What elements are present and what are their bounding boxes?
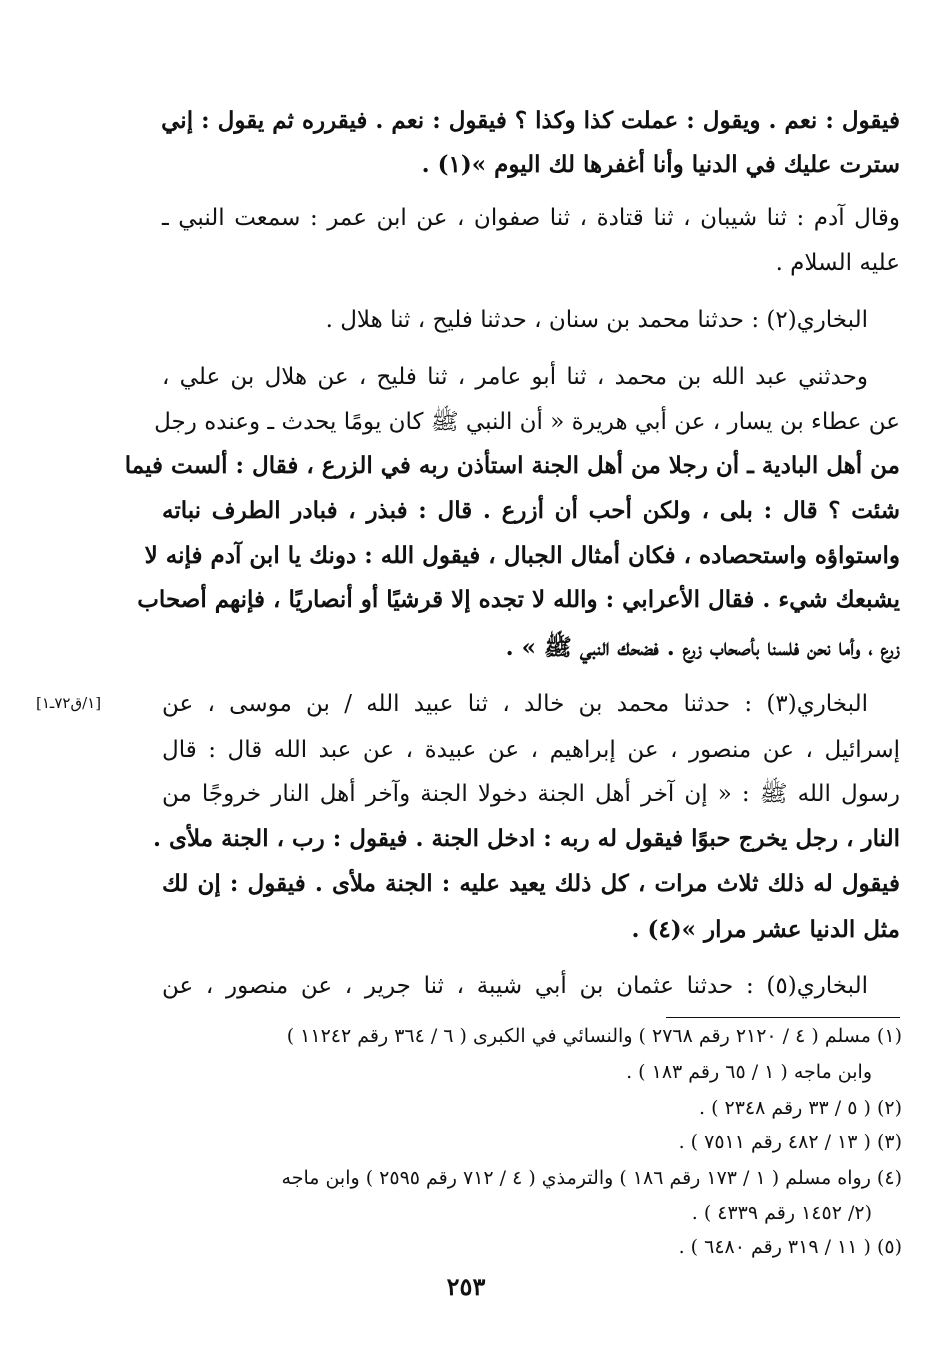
body-line-12: زرع ، وأما نحن فلسنا بأصحاب زرع . فضحك النبي ﷺ » . [505, 634, 900, 661]
body-line-18: مثل الدنيا عشر مرار »(٤) . [631, 916, 900, 943]
body-line-8: من أهل البادية ـ أن رجلا من أهل الجنة استأذن ربه في الزرع ، فقال : ألست فيما [124, 452, 900, 479]
body-line-2: سترت عليك في الدنيا وأنا أغفرها لك اليوم »(١) . [421, 151, 900, 178]
body-line-17: فيقول له ذلك ثلاث مرات ، كل ذلك يعيد عليه : الجنة ملأى . فيقول : إن لك [162, 870, 900, 897]
body-line-16: النار ، رجل يخرج حبوًا فيقول له ربه : ادخل الجنة . فيقول : رب ، الجنة ملأى . [153, 825, 900, 852]
body-line-5: البخاري(٢) : حدثنا محمد بن سنان ، حدثنا فليح ، ثنا هلال . [325, 307, 868, 333]
footnote-3: (٣) ( ١٣ / ٤٨٢ رقم ٧٥١١ ) . [678, 1131, 902, 1153]
footnote-1-continued: وابن ماجه ( ١ / ٦٥ رقم ١٨٣ ) . [626, 1061, 872, 1083]
body-line-1: فيقول : نعم . ويقول : عملت كذا وكذا ؟ فيقول : نعم . فيقرره ثم يقول : إني [161, 107, 900, 134]
body-line-9: شئت ؟ قال : بلى ، ولكن أحب أن أزرع . قال : فبذر ، فبادر الطرف نباته [162, 497, 900, 524]
manuscript-folio-ref: [١/ق٧٢ـ١] [36, 694, 102, 712]
page-number: ٢٥٣ [446, 1272, 486, 1301]
body-line-19: البخاري(٥) : حدثنا عثمان بن أبي شيبة ، ثنا جرير ، عن منصور ، عن [162, 973, 868, 999]
body-line-3: وقال آدم : ثنا شيبان ، ثنا قتادة ، ثنا صفوان ، عن ابن عمر : سمعت النبي ـ [162, 205, 900, 231]
body-line-6: وحدثني عبد الله بن محمد ، ثنا أبو عامر ، ثنا فليح ، عن هلال بن علي ، [162, 364, 868, 390]
body-line-15: رسول الله ﷺ : « إن آخر أهل الجنة دخولا الجنة وآخر أهل النار خروجًا من [162, 781, 900, 807]
body-line-13: البخاري(٣) : حدثنا محمد بن خالد ، ثنا عبيد الله / بن موسى ، عن [162, 691, 868, 717]
body-line-10: واستواؤه واستحصاده ، فكان أمثال الجبال ، فيقول الله : دونك يا ابن آدم فإنه لا [144, 542, 900, 569]
body-line-14: إسرائيل ، عن منصور ، عن إبراهيم ، عن عبيدة ، عن عبد الله قال : قال [162, 737, 900, 763]
footnote-separator [666, 1017, 900, 1018]
body-line-11: يشبعك شيء . فقال الأعرابي : والله لا تجده إلا قرشيًا أو أنصاريًا ، فإنهم أصحاب [137, 586, 900, 613]
body-line-7: عن عطاء بن يسار ، عن أبي هريرة « أن النبي ﷺ كان يومًا يحدث ـ وعنده رجل [154, 409, 900, 435]
footnote-2: (٢) ( ٥ / ٣٣ رقم ٢٣٤٨ ) . [698, 1097, 902, 1119]
body-line-4: عليه السلام . [775, 250, 900, 276]
footnote-1: (١) مسلم ( ٤ / ٢١٢٠ رقم ٢٧٦٨ ) والنسائي في الكبرى ( ٦ / ٣٦٤ رقم ١١٢٤٢ ) [286, 1025, 902, 1047]
footnote-4-continued: (٢/ ١٤٥٢ رقم ٤٣٣٩ ) . [691, 1202, 872, 1224]
footnote-5: (٥) ( ١١ / ٣١٩ رقم ٦٤٨٠ ) . [678, 1236, 902, 1258]
footnote-4: (٤) رواه مسلم ( ١ / ١٧٣ رقم ١٨٦ ) والترمذي ( ٤ / ٧١٢ رقم ٢٥٩٥ ) وابن ماجه [281, 1167, 902, 1189]
